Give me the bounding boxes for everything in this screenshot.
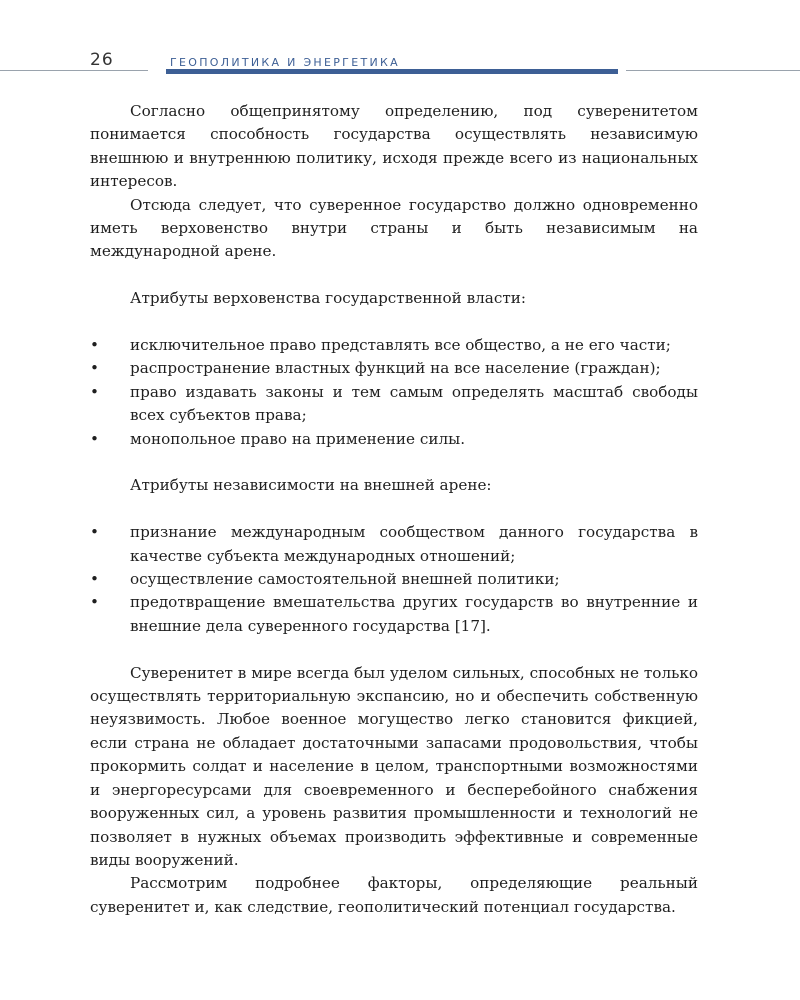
- list-1-title: Атрибуты верховенства государственной власти:: [130, 289, 526, 308]
- list-item: • монопольное право на применение силы.: [90, 428, 698, 451]
- list-item: • распространение властных функций на все население (граждан);: [90, 357, 698, 380]
- page-body: [90, 100, 698, 919]
- paragraph-4: Рассмотрим подробнее факторы, определяющие реальный суверенитет и, как следствие, геополитический потенциал государства.: [90, 874, 698, 916]
- paragraph-2: Отсюда следует, что суверенное государство должно одновременно иметь верховенство внутри страны и быть независимым на международной арене.: [90, 195, 698, 261]
- list-1: [90, 334, 698, 451]
- bullet-icon: •: [90, 570, 99, 589]
- page-header: [0, 0, 800, 80]
- bullet-icon: •: [90, 429, 99, 448]
- page-number: 26: [90, 50, 114, 70]
- list-item: • исключительное право представлять все общество, а не его части;: [90, 334, 698, 357]
- bullet-icon: •: [90, 593, 99, 612]
- bullet-icon: •: [90, 359, 99, 378]
- header-accent-bar: [166, 69, 618, 74]
- bullet-icon: •: [90, 336, 99, 355]
- list-2: [90, 521, 698, 638]
- header-rule-left: [0, 70, 148, 71]
- paragraph-1: Согласно общепринятому определению, под суверенитетом понимается способность государства осуществлять независимую внешнюю и внутреннюю политику, исходя прежде всего из национальных интересов.: [90, 102, 698, 191]
- bullet-icon: •: [90, 523, 99, 542]
- list-item: • право издавать законы и тем самым определять масштаб свободы всех субъектов права;: [90, 382, 698, 425]
- list-item: • осуществление самостоятельной внешней политики;: [90, 568, 698, 591]
- bullet-icon: •: [90, 382, 99, 401]
- paragraph-3: Суверенитет в мире всегда был уделом сильных, способных не только осуществлять территориальную экспансию, но и обеспечить собственную неуязвимость. Любое военное могущество легко становится фикцией, если страна не обладает достаточными запасами продовольствия, чтобы прокормить солдат и население в целом, транспортными возможностями и энергоресурсами для своевременного и бесперебойного снабжения вооруженных сил, а уровень развития промышленности и технологий не позволяет в нужных объемах производить эффективные и современные виды вооружений.: [90, 663, 698, 869]
- list-2-title: Атрибуты независимости на внешней арене:: [130, 476, 492, 495]
- running-title: ГЕОПОЛИТИКА И ЭНЕРГЕТИКА: [170, 56, 400, 69]
- list-item: • предотвращение вмешательства других государств во внутренние и внешние дела суверенного государства [17].: [90, 593, 698, 635]
- header-rule-right: [626, 70, 800, 71]
- list-item: • признание международным сообществом данного государства в качестве субъекта международных отношений;: [90, 523, 698, 565]
